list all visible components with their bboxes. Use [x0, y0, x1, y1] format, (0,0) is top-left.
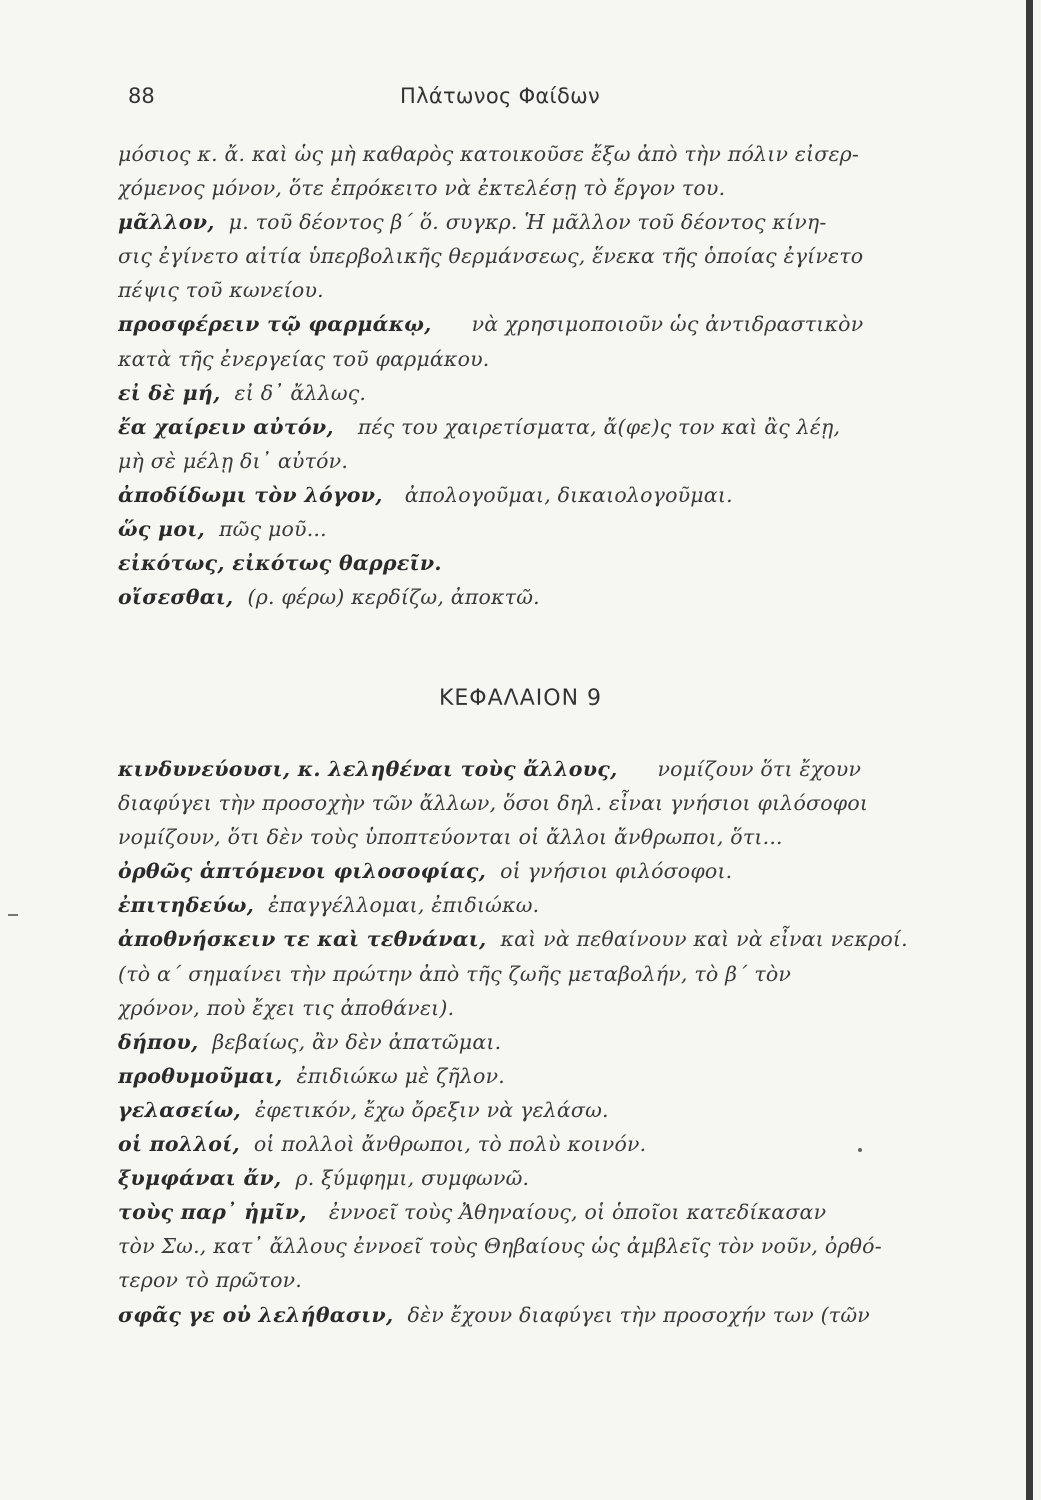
- glossary-section-2: [118, 752, 978, 1332]
- glossary-line: [118, 307, 978, 341]
- gloss: χρόνον, ποὺ ἔχει τις ἀποθάνει).: [118, 995, 455, 1020]
- gloss: νὰ χρησιμοποιοῦν ὡς ἀντιδραστικὸν: [471, 312, 864, 337]
- gloss: εἰ δ᾽ ἄλλως.: [234, 380, 367, 405]
- lemma: ἔα χαίρειν αὐτόν,: [118, 414, 334, 439]
- page-edge-shadow: [1026, 0, 1033, 1500]
- gloss: κατὰ τῆς ἐνεργείας τοῦ φαρμάκου.: [118, 346, 490, 371]
- lemma: ἀποδίδωμι τὸν λόγον,: [118, 482, 383, 507]
- lemma: εἰκότως, εἰκότως θαρρεῖν.: [118, 551, 442, 576]
- glossary-line: [118, 512, 978, 546]
- gloss: ἐφετικόν, ἔχω ὄρεξιν νὰ γελάσω.: [255, 1097, 609, 1122]
- gloss: νομίζουν ὅτι ἔχουν: [657, 757, 862, 781]
- gloss: τὸν Σω., κατ᾽ ἄλλους ἐννοεῖ τοὺς Θηβαίους ὡς ἀμβλεῖς τὸν νοῦν, ὀρθό-: [118, 1234, 882, 1259]
- gloss: πές του χαιρετίσματα, ἄ(φε)ς τον καὶ ἂς λέῃ,: [357, 414, 841, 439]
- glossary-line: [118, 1195, 978, 1229]
- gloss: (ρ. φέρω) κερδίζω, ἀποκτῶ.: [247, 585, 540, 610]
- glossary-line: [118, 1025, 978, 1059]
- gloss: βεβαίως, ἂν δὲν ἀπατῶμαι.: [212, 1029, 502, 1054]
- glossary-line: [118, 922, 978, 956]
- lemma: ὀρθῶς ἁπτόμενοι φιλοσοφίας,: [118, 859, 487, 884]
- lemma: οἱ πολλοί,: [118, 1132, 240, 1157]
- glossary-line: [118, 752, 978, 786]
- margin-mark: [8, 914, 18, 916]
- glossary-line: [118, 786, 978, 820]
- lemma: γελασείω,: [118, 1097, 241, 1122]
- gloss: μ. τοῦ δέοντος β΄ ὅ. συγκρ. Ἡ μᾶλλον τοῦ δέοντος κίνη-: [228, 210, 827, 235]
- lemma: ἀποθνήσκειν τε καὶ τεθνάναι,: [118, 927, 487, 952]
- gloss: τερον τὸ πρῶτον.: [118, 1268, 303, 1293]
- gloss: πέψις τοῦ κωνείου.: [118, 278, 324, 303]
- lemma: τοὺς παρ᾽ ἡμῖν,: [118, 1200, 307, 1225]
- glossary-line: [118, 957, 978, 991]
- lemma: μᾶλλον,: [118, 210, 215, 235]
- glossary-line: [118, 854, 978, 888]
- glossary-line: [118, 376, 978, 410]
- gloss: μόσιος κ. ἄ. καὶ ὡς μὴ καθαρὸς κατοικοῦσε ἔξω ἀπὸ τὴν πόλιν εἰσερ-: [118, 142, 860, 166]
- page-header: [128, 84, 978, 118]
- glossary-line: [118, 239, 978, 273]
- glossary-line: [118, 273, 978, 307]
- glossary-line: [118, 444, 978, 478]
- glossary-line: [118, 1093, 978, 1127]
- lemma: εἰ δὲ μή,: [118, 380, 221, 405]
- glossary-line: [118, 1298, 978, 1332]
- glossary-line: [118, 478, 978, 512]
- glossary-line: [118, 1161, 978, 1195]
- page-number: 88: [128, 84, 155, 108]
- gloss: καὶ νὰ πεθαίνουν καὶ νὰ εἶναι νεκροί.: [500, 927, 908, 952]
- gloss: ρ. ξύμφημι, συμφωνῶ.: [295, 1166, 530, 1191]
- gloss: οἱ γνήσιοι φιλόσοφοι.: [500, 859, 733, 884]
- lemma: οἴσεσθαι,: [118, 585, 234, 610]
- gloss: διαφύγει τὴν προσοχὴν τῶν ἄλλων, ὅσοι δηλ. εἶναι γνήσιοι φιλόσοφοι: [118, 791, 869, 816]
- gloss: ἐπιδιώκω μὲ ζῆλον.: [296, 1063, 505, 1088]
- lemma: σφᾶς γε οὐ λελήθασιν,: [118, 1302, 394, 1327]
- gloss: μὴ σὲ μέλῃ δι᾽ αὐτόν.: [118, 448, 349, 473]
- gloss: χόμενος μόνον, ὅτε ἐπρόκειτο νὰ ἐκτελέσῃ τὸ ἔργον του.: [118, 176, 726, 201]
- gloss: ἀπολογοῦμαι, δικαιολογοῦμαι.: [404, 482, 733, 507]
- gloss: (τὸ α΄ σημαίνει τὴν πρώτην ἀπὸ τῆς ζωῆς μεταβολήν, τὸ β΄ τὸν: [118, 961, 792, 986]
- gloss: οἱ πολλοὶ ἄνθρωποι, τὸ πολὺ κοινόν.: [253, 1132, 647, 1157]
- gloss: νομίζουν, ὅτι δὲν τοὺς ὑποπτεύονται οἱ ἄλλοι ἄνθρωποι, ὅτι...: [118, 825, 783, 850]
- lemma: ὥς μοι,: [118, 517, 205, 542]
- glossary-line: [118, 1127, 978, 1161]
- glossary-line: [118, 888, 978, 922]
- glossary-line: [118, 546, 978, 580]
- gloss: πῶς μοῦ...: [218, 517, 327, 542]
- gloss: ἐπαγγέλλομαι, ἐπιδιώκω.: [268, 893, 540, 918]
- glossary-line: [118, 1059, 978, 1093]
- glossary-line: [118, 342, 978, 376]
- gloss: σις ἐγίνετο αἰτία ὑπερβολικῆς θερμάνσεως, ἕνεκα τῆς ὁποίας ἐγίνετο: [118, 244, 864, 269]
- lemma: ξυμφάναι ἄν,: [118, 1166, 282, 1191]
- gloss: δὲν ἔχουν διαφύγει τὴν προσοχήν των (τῶν: [407, 1302, 870, 1327]
- glossary-line: [118, 137, 978, 171]
- lemma: προθυμοῦμαι,: [118, 1063, 283, 1088]
- glossary-line: [118, 410, 978, 444]
- glossary-line: [118, 580, 978, 614]
- glossary-line: [118, 820, 978, 854]
- lemma: προσφέρειν τῷ φαρμάκῳ,: [118, 312, 432, 337]
- running-title: Πλάτωνος Φαίδων: [400, 84, 601, 108]
- glossary-line: [118, 991, 978, 1025]
- gloss: ἐννοεῖ τοὺς Ἀθηναίους, οἱ ὁποῖοι κατεδίκασαν: [328, 1200, 827, 1225]
- glossary-line: [118, 171, 978, 205]
- lemma: δήπου,: [118, 1029, 199, 1054]
- glossary-line: [118, 1263, 978, 1297]
- lemma: κινδυνεύουσι, κ. λεληθέναι τοὺς ἄλλους,: [118, 757, 618, 781]
- glossary-line: [118, 205, 978, 239]
- chapter-heading: ΚΕΦΑΛΑΙΟΝ 9: [438, 686, 603, 711]
- glossary-line: [118, 1229, 978, 1263]
- glossary-section-1: [118, 137, 978, 614]
- lemma: ἐπιτηδεύω,: [118, 893, 255, 918]
